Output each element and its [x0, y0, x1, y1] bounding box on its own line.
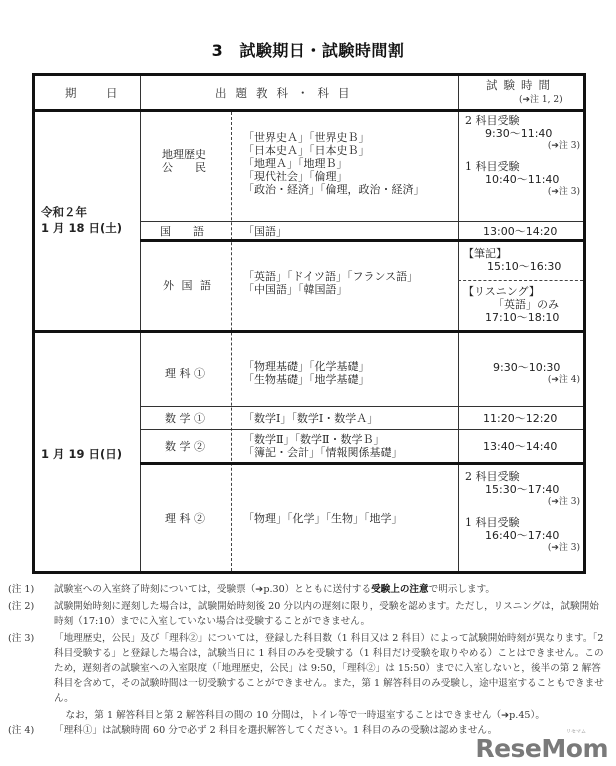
time-science1: 9:30〜10:30 (➔注 4) [493, 361, 580, 385]
time-math2: 13:40〜14:40 [483, 440, 558, 453]
day2-date: 1 月 19 日(日) [41, 447, 123, 461]
page-title [0, 38, 616, 61]
row-divider [140, 239, 583, 242]
exam-schedule-table [32, 73, 586, 574]
time-geohist: 2 科目受験 9:30〜11:40 (➔注 3) 1 科目受験 10:40〜11:40 (➔注 3) [465, 114, 580, 197]
header-divider [35, 109, 583, 112]
row-divider-dashed [458, 280, 583, 281]
subjects-math1: 「数学Ⅰ」「数学Ⅰ・数学Ａ」 [243, 412, 379, 425]
subjects-science2: 「物理」「化学」「生物」「地学」 [243, 512, 403, 525]
subject-area-foreign: 外 国 語 [163, 279, 213, 292]
header-subjects: 出題教科・科目 [215, 86, 359, 100]
subjects-foreign: 「英語」「ドイツ語」「フランス語」 「中国語」「韓国語」 [243, 270, 419, 296]
day1-date: 令和２年 1 月 18 日(土) [41, 205, 123, 235]
watermark-sub: リセマム [566, 729, 586, 735]
subjects-japanese: 「国語」 [243, 225, 287, 238]
note-3-extra: なお，第 1 解答科目と第 2 解答科目の間の 10 分間は，トイレ等で一時退室することはできません（➔p.45）。 [65, 710, 545, 721]
emphasis-text: 受験上の注意 [371, 584, 429, 595]
header-time: 試験時間 [486, 78, 556, 92]
col-divider-date [140, 76, 141, 571]
note-3: (注 3) 「地理歴史，公民」及び「理科②」については，登録した科目数（1 科目又は 2 科目）によって試験開始時刻が異なります。「2 科目受験する」と登録した場合は，試験当日に 1 科目のみを受験する（1 科目だけ受験を取りやめる）ことはできません。このため，遅刻者の試験室への入室限度（「地理歴史，公民」は 9:50，「理科②」は 15:50）までに入室しないと，後半の第 2 解答科目を含めて，その試験時間は一切受験することができません。また，第 1 解答科目のみ受験し，途中退室することもできません。 [8, 633, 604, 704]
watermark-logo: ReseMom [475, 734, 608, 763]
row-divider [140, 406, 583, 407]
subject-area-science2: 理 科 ② [165, 512, 205, 525]
subject-area-japanese: 国 語 [160, 225, 204, 238]
row-divider [140, 221, 583, 222]
section-title: 試験期日・試験時間割 [239, 41, 405, 60]
subject-area-geohist: 地理歴史 公 民 [162, 148, 206, 174]
time-science2: 2 科目受験 15:30〜17:40 (➔注 3) 1 科目受験 16:40〜17:40 (➔注 3) [465, 470, 580, 553]
subject-area-math2: 数 学 ② [165, 440, 205, 453]
header-time-note: (➔注 1, 2) [519, 95, 563, 105]
subjects-science1: 「物理基礎」「化学基礎」 「生物基礎」「地学基礎」 [243, 360, 370, 386]
subjects-math2: 「数学Ⅱ」「数学Ⅱ・数学Ｂ」 「簿記・会計」「情報関係基礎」 [243, 433, 403, 459]
note-1: (注 1) 試験室への入室終了時刻については，受験票（➔p.30）とともに送付する受験上の注意で明示します。 [8, 584, 496, 595]
col-divider-time [458, 76, 459, 571]
footnotes [8, 582, 608, 740]
header-date: 期 日 [65, 86, 127, 100]
subjects-geohist: 「世界史Ａ」「世界史Ｂ」 「日本史Ａ」「日本史Ｂ」 「地理Ａ」「地理Ｂ」 「現代社会」「倫理」 「政治・経済」「倫理，政治・経済」 [243, 131, 425, 196]
note-2: (注 2) 試験開始時刻に遅刻した場合は，試験開始時刻後 20 分以内の遅刻に限り，受験を認めます。ただし，リスニングは，試験開始時刻（17:10）までに入室していない場合は受験することができません。 [8, 601, 599, 627]
col-divider-area [231, 112, 232, 571]
time-math1: 11:20〜12:20 [483, 412, 558, 425]
day-divider [35, 330, 583, 333]
row-divider [140, 462, 583, 465]
time-foreign-written: 【筆記】 15:10〜16:30 [463, 247, 562, 273]
time-japanese: 13:00〜14:20 [483, 225, 558, 238]
row-divider [140, 429, 583, 430]
section-number: 3 [211, 41, 224, 60]
subject-area-math1: 数 学 ① [165, 412, 205, 425]
subject-area-science1: 理 科 ① [165, 367, 205, 380]
note-4: (注 4) 「理科①」は試験時間 60 分で必ず 2 科目を選択解答してください。1 科目のみの受験は認めません。 [8, 725, 498, 736]
time-foreign-listening: 【リスニング】 「英語」のみ 17:10〜18:10 [463, 285, 560, 324]
